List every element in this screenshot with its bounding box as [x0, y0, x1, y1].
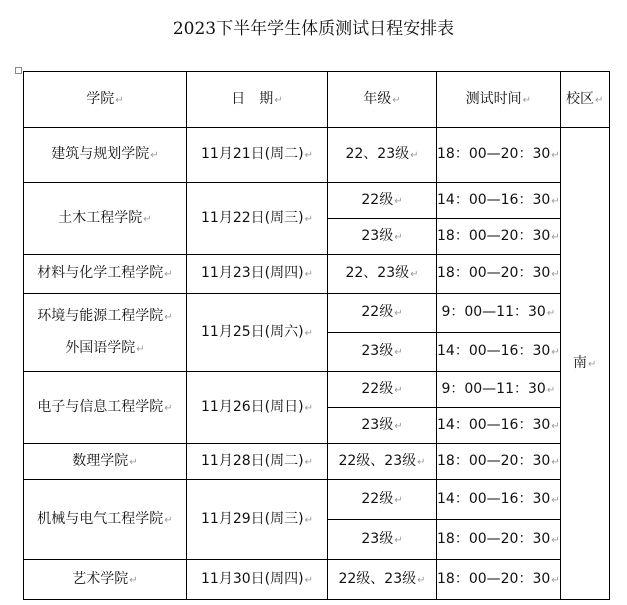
time-cell: 18：00—20：30↵	[437, 128, 561, 183]
grade-cell: 23级↵	[328, 333, 437, 372]
schedule-table	[23, 71, 610, 600]
date-cell: 11月25日(周六)↵	[187, 294, 328, 372]
table-row	[24, 255, 610, 294]
college-cell: 电子与信息工程学院↵	[24, 372, 187, 444]
table-row	[24, 128, 610, 183]
table-row	[24, 183, 610, 219]
college-cell: 机械与电气工程学院↵	[24, 480, 187, 560]
header-college: 学院↵	[24, 72, 187, 128]
date-cell: 11月30日(周四)↵	[187, 560, 328, 600]
college-cell: 土木工程学院↵	[24, 183, 187, 255]
table-header-row	[24, 72, 610, 128]
time-cell: 14：00—16：30↵	[437, 183, 561, 219]
time-cell: 14：00—16：30↵	[437, 333, 561, 372]
time-cell: 14：00—16：30↵	[437, 480, 561, 520]
header-campus: 校区↵	[560, 72, 609, 128]
time-cell: 18：00—20：30↵	[437, 520, 561, 560]
table-anchor-handle[interactable]	[15, 67, 22, 74]
date-cell: 11月21日(周二)↵	[187, 128, 328, 183]
college-cell: 材料与化学工程学院↵	[24, 255, 187, 294]
date-cell: 11月22日(周三)↵	[187, 183, 328, 255]
date-cell: 11月26日(周日)↵	[187, 372, 328, 444]
college-cell: 环境与能源工程学院↵ 外国语学院↵	[24, 294, 187, 372]
time-cell: 18：00—20：30↵	[437, 560, 561, 600]
college-cell: 建筑与规划学院↵	[24, 128, 187, 183]
grade-cell: 23级↵	[328, 520, 437, 560]
grade-cell: 22、23级↵	[328, 128, 437, 183]
campus-cell: 南↵	[560, 128, 609, 600]
grade-cell: 22级↵	[328, 183, 437, 219]
table-row	[24, 372, 610, 408]
time-cell: 14：00—16：30↵	[437, 408, 561, 444]
header-date: 日 期↵	[187, 72, 328, 128]
date-cell: 11月28日(周二)↵	[187, 444, 328, 480]
page-title: 2023下半年学生体质测试日程安排表	[172, 19, 455, 39]
time-cell: 18：00—20：30↵	[437, 255, 561, 294]
grade-cell: 22、23级↵	[328, 255, 437, 294]
header-time: 测试时间↵	[437, 72, 561, 128]
header-grade: 年级↵	[328, 72, 437, 128]
time-cell: 9：00—11：30↵	[437, 372, 561, 408]
time-cell: 18：00—20：30↵	[437, 219, 561, 255]
table-row	[24, 480, 610, 520]
time-cell: 9：00—11：30↵	[437, 294, 561, 333]
time-cell: 18：00—20：30↵	[437, 444, 561, 480]
grade-cell: 22级↵	[328, 294, 437, 333]
table-row	[24, 444, 610, 480]
grade-cell: 22级、23级↵	[328, 444, 437, 480]
grade-cell: 22级↵	[328, 372, 437, 408]
grade-cell: 22级↵	[328, 480, 437, 520]
college-cell: 艺术学院↵	[24, 560, 187, 600]
college-cell: 数理学院↵	[24, 444, 187, 480]
table-row	[24, 294, 610, 333]
grade-cell: 23级↵	[328, 219, 437, 255]
table-row	[24, 560, 610, 600]
grade-cell: 23级↵	[328, 408, 437, 444]
grade-cell: 22级、23级↵	[328, 560, 437, 600]
date-cell: 11月23日(周四)↵	[187, 255, 328, 294]
date-cell: 11月29日(周三)↵	[187, 480, 328, 560]
